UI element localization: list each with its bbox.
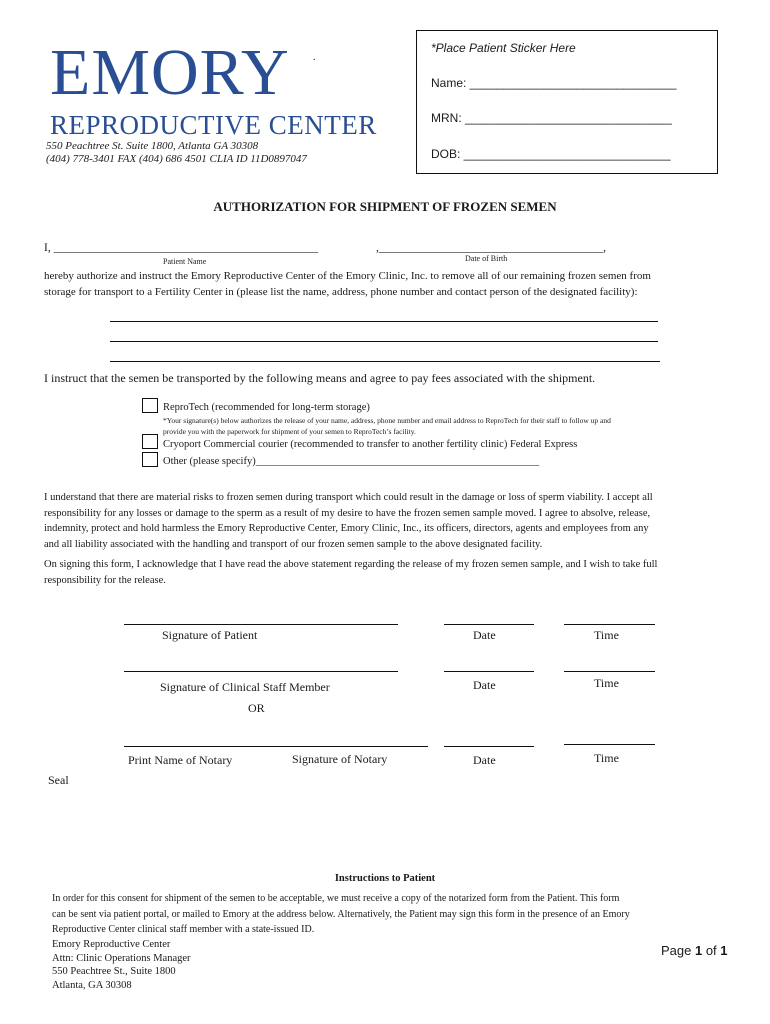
or-label: OR bbox=[248, 701, 265, 715]
facility-line-3[interactable] bbox=[110, 361, 660, 362]
reprotech-checkbox[interactable] bbox=[142, 398, 158, 413]
seal-label: Seal bbox=[48, 773, 69, 787]
notary-signature-label: Signature of Notary bbox=[292, 752, 388, 766]
patient-sticker-box bbox=[416, 30, 718, 174]
patient-date-label: Date bbox=[473, 628, 496, 642]
instructions-title: Instructions to Patient bbox=[334, 873, 436, 884]
sticker-mrn-field[interactable]: MRN: _______________________________ bbox=[431, 111, 672, 125]
mailing-line: Emory Reproductive Center bbox=[52, 939, 171, 950]
acknowledge-line: On signing this form, I acknowledge that I have read the above statement regarding the release of my frozen semen sample, and I wish to take full bbox=[44, 559, 658, 570]
notary-time-label: Time bbox=[594, 751, 619, 765]
facility-line-1[interactable] bbox=[110, 321, 658, 322]
notary-signature-line[interactable] bbox=[124, 746, 428, 747]
staff-date-label: Date bbox=[473, 678, 496, 692]
contact-line: (404) 778-3401 FAX (404) 686 4501 CLIA ID 11D0897047 bbox=[46, 153, 307, 165]
sticker-name-field[interactable]: Name: _______________________________ bbox=[431, 76, 677, 90]
instructions-body bbox=[52, 891, 630, 938]
mailing-line: Atlanta, GA 30308 bbox=[52, 979, 132, 991]
instructions-line: Reproductive Center clinical staff member with a state-issued ID. bbox=[52, 924, 315, 935]
risk-line: and all liability associated with the handling and transport of our frozen semen sample to the above designated facility. bbox=[44, 538, 543, 550]
page-of: of bbox=[702, 943, 721, 958]
other-checkbox[interactable] bbox=[142, 452, 158, 467]
sticker-title: *Place Patient Sticker Here bbox=[431, 41, 576, 55]
logo-emory: EMORY bbox=[50, 36, 290, 109]
patient-date-line[interactable] bbox=[444, 624, 534, 625]
notary-date-line[interactable] bbox=[444, 746, 534, 747]
staff-time-line[interactable] bbox=[564, 671, 655, 672]
reprotech-note-2: provide you with the paperwork for shipment of your semen to ReproTech’s facility. bbox=[163, 427, 416, 436]
instructions-line: In order for this consent for shipment of the semen to be acceptable, we must receive a copy of the notarized form from the Patient. This form bbox=[52, 893, 620, 904]
risk-line: indemnity, protect and hold harmless the Emory Reproductive Center, Emory Clinic, Inc., its officers, directors, agents and employees from any bbox=[44, 523, 649, 534]
risk-paragraph bbox=[44, 490, 653, 552]
acknowledge-line: responsibility for the release. bbox=[44, 574, 166, 586]
logo-reproductive-center: REPRODUCTIVE CENTER bbox=[50, 110, 377, 140]
risk-line: responsibility for any losses or damage to the sperm as a result of my desire to have the frozen semen sample moved. I agree to absolve, release, bbox=[44, 507, 651, 519]
patient-name-field[interactable]: I, ______________________________________________ bbox=[44, 242, 319, 254]
other-label[interactable]: Other (please specify)______________________________________________________ bbox=[163, 456, 540, 467]
staff-signature-label: Signature of Clinical Staff Member bbox=[160, 680, 330, 694]
acknowledge-paragraph bbox=[44, 557, 657, 588]
mailing-address bbox=[52, 938, 191, 992]
staff-date-line[interactable] bbox=[444, 671, 534, 672]
form-title: AUTHORIZATION FOR SHIPMENT OF FROZEN SEMEN bbox=[213, 199, 557, 214]
authorize-text-2: storage for transport to a Fertility Center in (please list the name, address, phone number and contact person of the designated facility): bbox=[44, 286, 638, 298]
sticker-dob-field[interactable]: DOB: _______________________________ bbox=[431, 147, 671, 161]
patient-time-line[interactable] bbox=[564, 624, 655, 625]
address-line: 550 Peachtree St. Suite 1800, Atlanta GA 30308 bbox=[46, 140, 259, 152]
reprotech-label: ReproTech (recommended for long-term storage) bbox=[163, 402, 370, 413]
page-number bbox=[661, 943, 728, 958]
patient-signature-line[interactable] bbox=[124, 624, 398, 625]
notary-date-label: Date bbox=[473, 753, 496, 767]
instruct-text: I instruct that the semen be transported by the following means and agree to pay fees associated with the shipment. bbox=[44, 371, 596, 385]
notary-time-line[interactable] bbox=[564, 744, 655, 745]
print-notary-label: Print Name of Notary bbox=[128, 753, 233, 767]
page-current: 1 bbox=[694, 943, 703, 958]
authorize-text-1: hereby authorize and instruct the Emory Reproductive Center of the Emory Clinic, Inc. to remove all of our remaining frozen semen from bbox=[44, 270, 651, 282]
facility-line-2[interactable] bbox=[110, 341, 658, 342]
patient-name-label: Patient Name bbox=[163, 257, 207, 266]
logo-dot: . bbox=[313, 52, 316, 63]
dob-label: Date of Birth bbox=[465, 254, 508, 263]
staff-signature-line[interactable] bbox=[124, 671, 398, 672]
page-total: 1 bbox=[720, 943, 728, 958]
mailing-line: Attn: Clinic Operations Manager bbox=[52, 952, 191, 964]
cryoport-label: Cryoport Commercial courier (recommended to transfer to another fertility clinic) Federal Express bbox=[163, 439, 578, 450]
risk-line: I understand that there are material risks to frozen semen during transport which could result in the damage or loss of sperm viability. I accept all bbox=[44, 492, 653, 503]
instructions-line: can be sent via patient portal, or mailed to Emory at the address below. Alternatively, the Patient may sign this form in the presence of an Emory bbox=[52, 908, 630, 920]
mailing-line: 550 Peachtree St., Suite 1800 bbox=[52, 966, 176, 977]
patient-signature-label: Signature of Patient bbox=[162, 628, 258, 642]
dob-field[interactable]: ,_______________________________________, bbox=[376, 242, 606, 254]
patient-time-label: Time bbox=[594, 628, 619, 642]
page-prefix: Page bbox=[661, 943, 695, 958]
cryoport-checkbox[interactable] bbox=[142, 434, 158, 449]
reprotech-note-1: *Your signature(s) below authorizes the release of your name, address, phone number and email address to ReproTech for their staff to follow up and bbox=[163, 416, 611, 425]
staff-time-label: Time bbox=[594, 676, 619, 690]
